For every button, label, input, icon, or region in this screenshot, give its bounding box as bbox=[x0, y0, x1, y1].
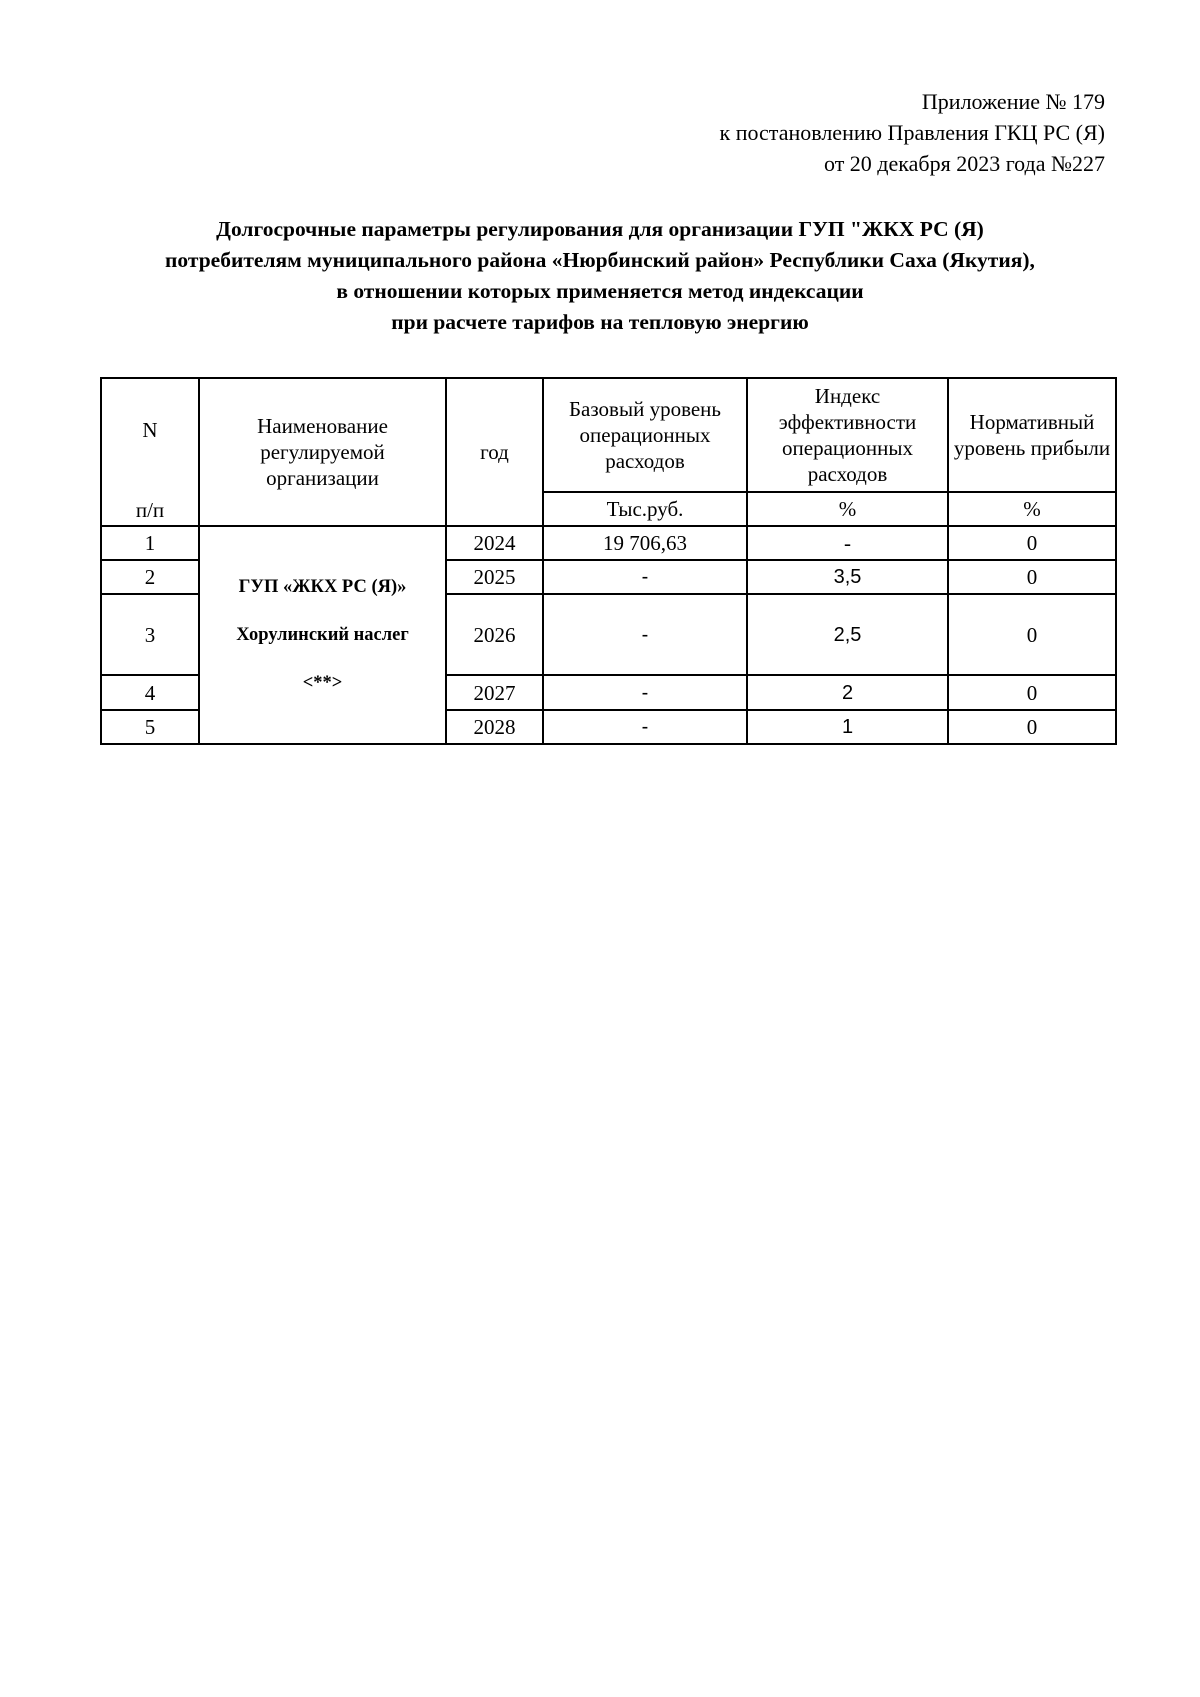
resolution-date: от 20 декабря 2023 года №227 bbox=[823, 151, 1105, 176]
row-profit-level: 0 bbox=[948, 526, 1116, 560]
header-organization: Наименование регулируемой организации bbox=[199, 378, 446, 526]
row-profit-level: 0 bbox=[948, 675, 1116, 710]
title-line-3: в отношении которых применяется метод индексации bbox=[336, 279, 864, 303]
parameters-table bbox=[100, 377, 1117, 745]
header-efficiency-index: Индекс эффективности операционных расходов bbox=[747, 378, 948, 492]
row-base-level: - bbox=[543, 710, 747, 744]
row-year: 2025 bbox=[446, 560, 543, 594]
table-header-row bbox=[101, 378, 1116, 492]
header-profit-level: Нормативный уровень прибыли bbox=[948, 378, 1116, 492]
row-base-level: - bbox=[543, 675, 747, 710]
row-year: 2024 bbox=[446, 526, 543, 560]
organization-footnote-mark: <**> bbox=[302, 673, 343, 693]
row-year: 2026 bbox=[446, 594, 543, 675]
document-title bbox=[0, 214, 1200, 338]
title-line-1: Долгосрочные параметры регулирования для организации ГУП "ЖКХ РС (Я) bbox=[216, 217, 984, 241]
resolution-reference: к постановлению Правления ГКЦ РС (Я) bbox=[719, 120, 1105, 145]
row-year: 2028 bbox=[446, 710, 543, 744]
title-line-4: при расчете тарифов на тепловую энергию bbox=[391, 310, 809, 334]
unit-index: % bbox=[747, 492, 948, 526]
row-base-level: - bbox=[543, 560, 747, 594]
organization-cell bbox=[199, 526, 446, 744]
title-line-2: потребителям муниципального района «Нюрбинский район» Республики Саха (Якутия), bbox=[165, 248, 1035, 272]
unit-base: Тыс.руб. bbox=[543, 492, 747, 526]
row-efficiency-index: 2,5 bbox=[747, 594, 948, 675]
row-number: 5 bbox=[101, 710, 199, 744]
row-number: 1 bbox=[101, 526, 199, 560]
row-profit-level: 0 bbox=[948, 560, 1116, 594]
row-profit-level: 0 bbox=[948, 594, 1116, 675]
appendix-number: Приложение № 179 bbox=[921, 89, 1105, 114]
row-number: 3 bbox=[101, 594, 199, 675]
row-number: 4 bbox=[101, 675, 199, 710]
organization-locality: Хорулинский наслег bbox=[236, 625, 409, 645]
header-n: N bbox=[101, 378, 199, 492]
row-base-level: - bbox=[543, 594, 747, 675]
unit-profit: % bbox=[948, 492, 1116, 526]
row-profit-level: 0 bbox=[948, 710, 1116, 744]
table-row bbox=[101, 526, 1116, 560]
row-efficiency-index: 3,5 bbox=[747, 560, 948, 594]
row-efficiency-index: - bbox=[747, 526, 948, 560]
row-year: 2027 bbox=[446, 675, 543, 710]
row-efficiency-index: 1 bbox=[747, 710, 948, 744]
row-base-level: 19 706,63 bbox=[543, 526, 747, 560]
header-year: год bbox=[446, 378, 543, 526]
organization-name: ГУП «ЖКХ РС (Я)» bbox=[238, 577, 407, 597]
header-pp: п/п bbox=[101, 492, 199, 526]
row-efficiency-index: 2 bbox=[747, 675, 948, 710]
header-base-level: Базовый уровень операционных расходов bbox=[543, 378, 747, 492]
row-number: 2 bbox=[101, 560, 199, 594]
document-header bbox=[720, 86, 1105, 179]
